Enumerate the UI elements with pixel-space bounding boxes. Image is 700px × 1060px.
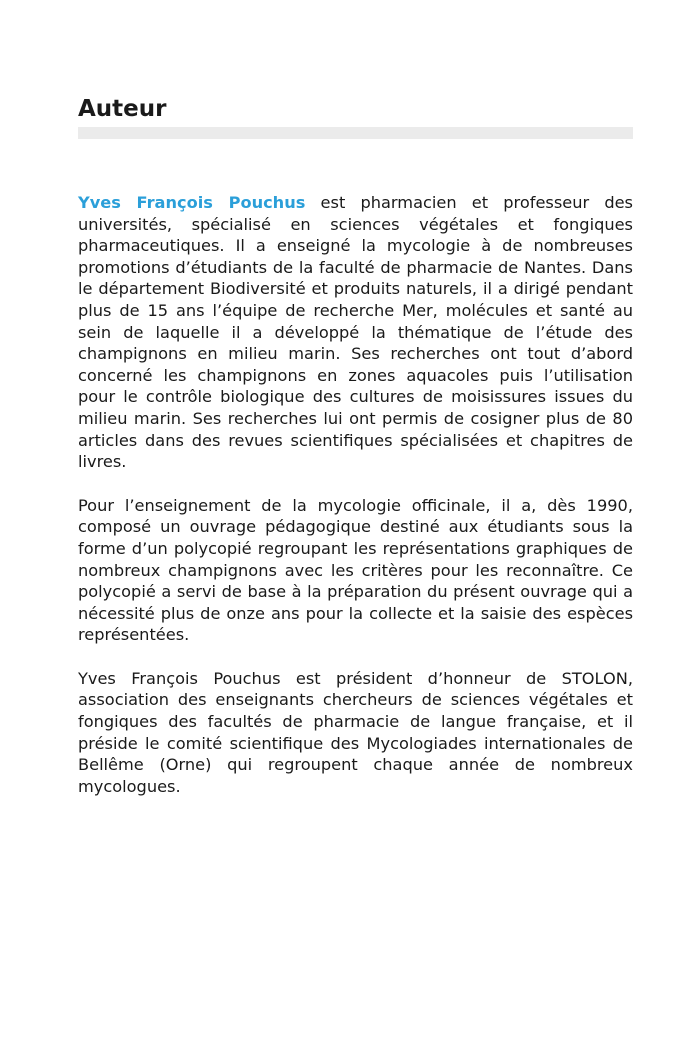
bio-paragraph-2: Pour l’enseignement de la mycologie officinale, il a, dès 1990, composé un ouvrage pédagogique destiné aux étudiants sous la forme d’un polycopié regroupant les représentations graphiques de nombreux champignons avec les critères pour les reconnaître. Ce polycopié a servi de base à la préparation du présent ouvrage qui a nécessité plus de onze ans pour la collecte et la saisie des espèces représentées. — [78, 495, 633, 645]
title-underline-bar — [78, 127, 633, 139]
bio-paragraph-3: Yves François Pouchus est président d’honneur de STOLON, association des enseignants chercheurs de sciences végétales et fongiques des facultés de pharmacie de langue française, et il préside le comité scientifique des Mycologiades internationales de Bellême (Orne) qui regroupent chaque année de nombreux mycologues. — [78, 668, 633, 796]
bio-paragraph-1 — [78, 192, 633, 473]
author-name: Yves François Pouchus — [78, 193, 306, 212]
author-bio — [78, 192, 633, 819]
bio-paragraph-1-text: est pharmacien et professeur des universités, spécialisé en sciences végétales et fongiques pharmaceutiques. Il a enseigné la mycologie à de nombreuses promotions d’étudiants de la faculté de pharmacie de Nantes. Dans le département Biodiversité et produits naturels, il a dirigé pendant plus de 15 ans l’équipe de recherche Mer, molécules et santé au sein de laquelle il a développé la thématique de l’étude des champignons en milieu marin. Ses recherches ont tout d’abord concerné les champignons en zones aquacoles puis l’utilisation pour le contrôle biologique des cultures de moisissures issues du milieu marin. Ses recherches lui ont permis de cosigner plus de 80 articles dans des revues scientifiques spécialisées et chapitres de livres. — [78, 193, 633, 472]
page-title: Auteur — [78, 96, 167, 122]
